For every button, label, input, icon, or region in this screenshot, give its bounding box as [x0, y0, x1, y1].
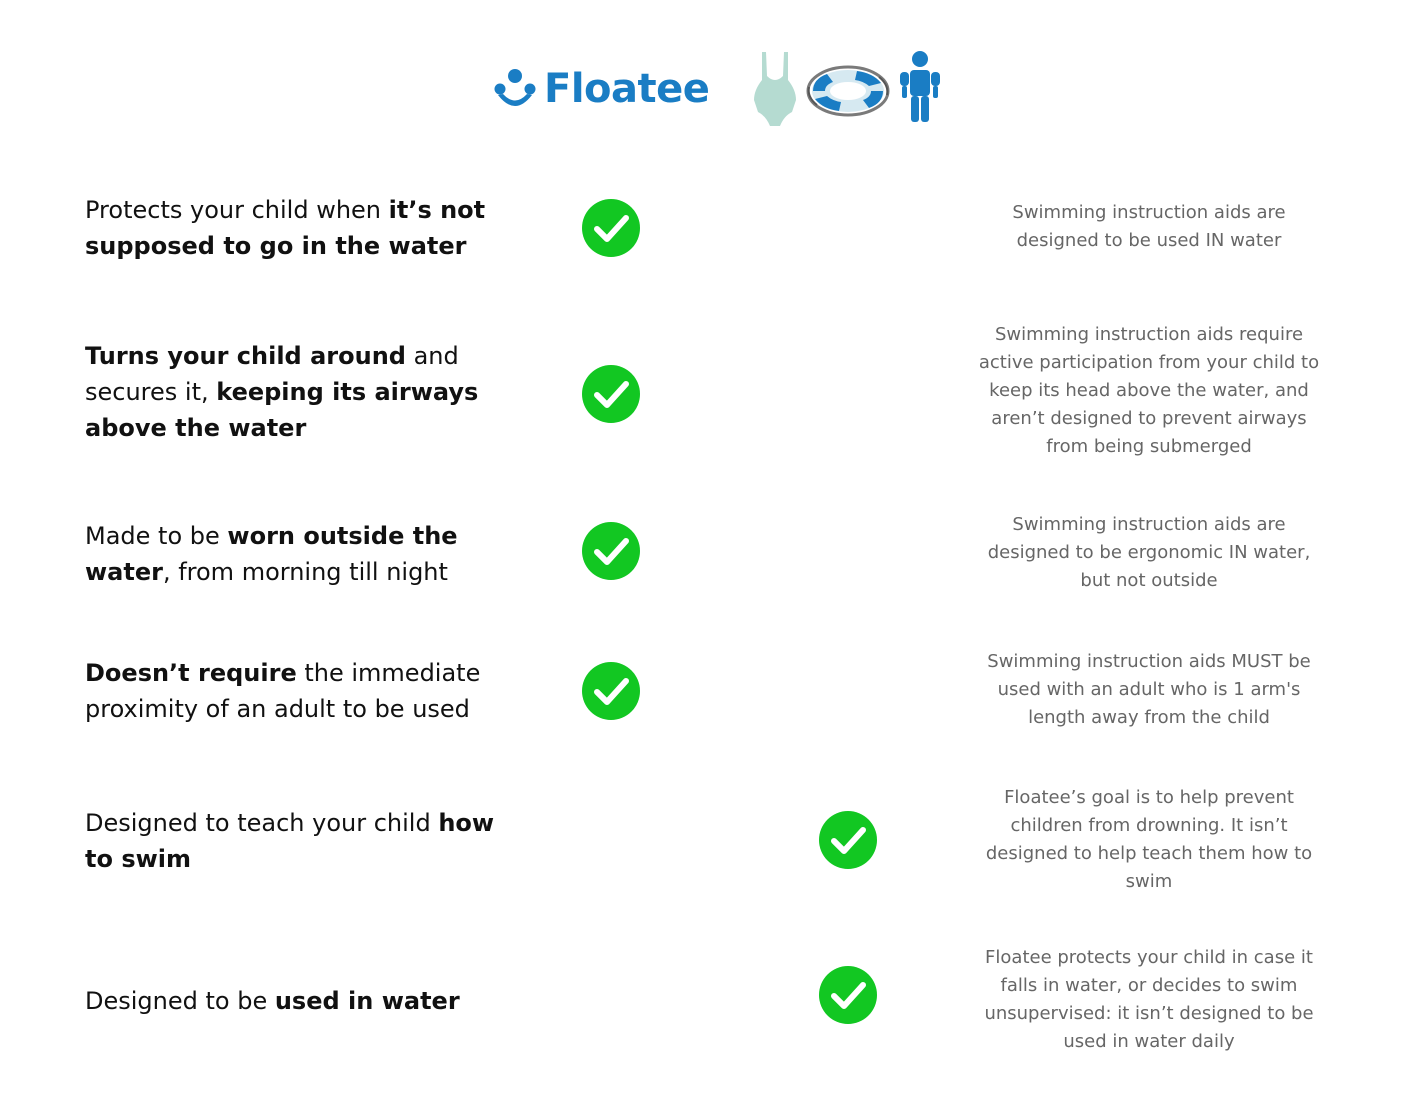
label-text: , from morning till night — [162, 558, 448, 586]
feature-label-worn-outside-water — [85, 518, 505, 590]
label-emphasis: worn outside the water — [85, 522, 458, 586]
brand-name: Floatee — [544, 66, 710, 112]
feature-label-used-in-water — [85, 983, 505, 1019]
floatee-logo — [494, 62, 709, 116]
floatee-logo-icon — [494, 67, 536, 111]
comparison-note: Floatee protects your child in case it falls in water, or decides to swim unsupervised: it isn’t designed to be used in water daily — [984, 947, 1314, 1052]
checkmark-icon — [819, 811, 877, 869]
feature-label-turns-child-around — [85, 338, 505, 446]
label-text: Made to be — [85, 522, 228, 550]
comparison-note: Floatee’s goal is to help prevent children from drowning. It isn’t designed to help teach them how to swim — [985, 787, 1313, 892]
feature-label-not-supposed-in-water — [85, 192, 505, 264]
checkmark-icon — [819, 966, 877, 1024]
label-text: Protects your child when — [85, 196, 389, 224]
swimsuit-icon — [752, 50, 798, 128]
comparison-note: Swimming instruction aids are designed to be ergonomic IN water, but not outside — [987, 514, 1311, 591]
label-text: the immediate proximity of an adult to be used — [85, 659, 481, 723]
label-emphasis: Turns your child around — [85, 342, 406, 370]
label-text: Designed to teach your child — [85, 809, 439, 837]
comparison-note: Swimming instruction aids require active participation from your child to keep its head above the water, and aren’t designed to prevent airways from being submerged — [978, 324, 1320, 457]
checkmark-icon — [582, 199, 640, 257]
checkmark-icon — [582, 522, 640, 580]
lifebuoy-icon — [805, 63, 891, 119]
checkmark-icon — [582, 365, 640, 423]
comparison-note: Swimming instruction aids MUST be used with an adult who is 1 arm's length away from the child — [987, 651, 1311, 728]
feature-label-teach-to-swim — [85, 805, 505, 877]
label-text: and secures it, — [85, 342, 459, 406]
label-text: Designed to be — [85, 987, 275, 1015]
child-with-armbands-icon — [898, 50, 942, 124]
label-emphasis: Doesn’t require — [85, 659, 297, 687]
feature-label-no-adult-required — [85, 655, 505, 727]
label-emphasis: it’s not supposed to go in the water — [85, 196, 486, 260]
label-emphasis: how to swim — [85, 809, 495, 873]
label-emphasis: used in water — [274, 987, 460, 1015]
comparison-note: Swimming instruction aids are designed to be used IN water — [1012, 202, 1286, 251]
checkmark-icon — [582, 662, 640, 720]
label-emphasis: keeping its airways above the water — [85, 378, 479, 442]
